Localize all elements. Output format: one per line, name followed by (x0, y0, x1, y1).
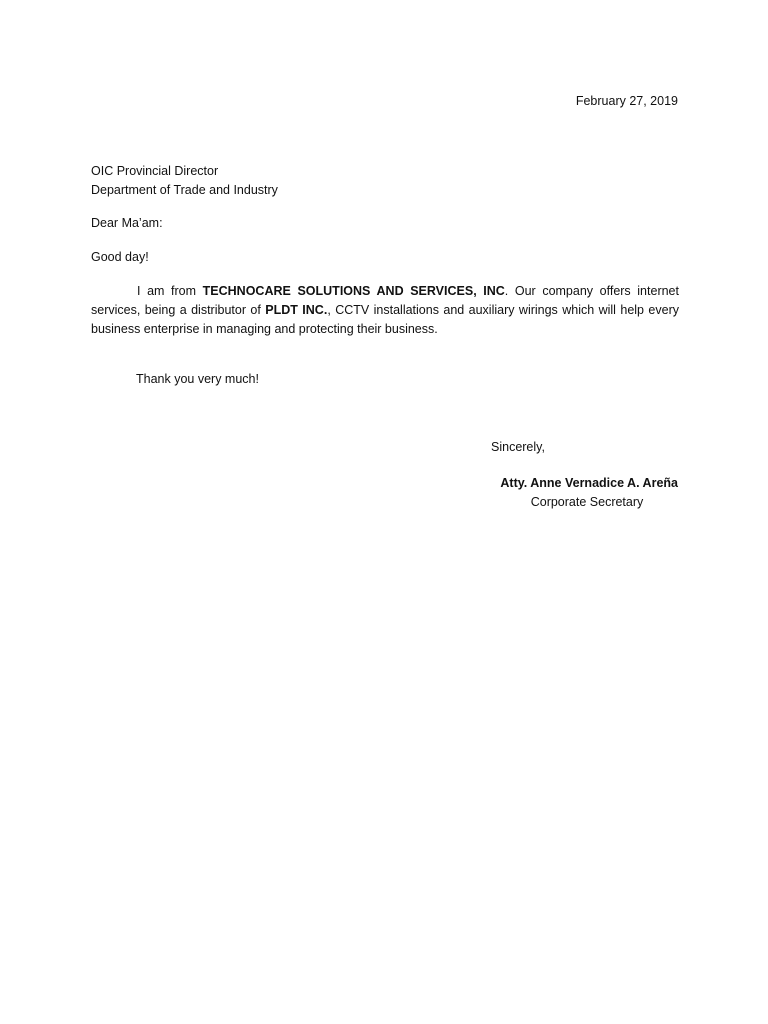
body-text-part1: I am from (137, 284, 203, 298)
signatory-name: Atty. Anne Vernadice A. Areña (500, 476, 678, 490)
recipient-title: OIC Provincial Director (91, 164, 219, 178)
body-paragraph (91, 282, 679, 339)
letter-date: February 27, 2019 (575, 94, 678, 108)
closing: Sincerely, (491, 440, 545, 454)
company-name: TECHNOCARE SOLUTIONS AND SERVICES, INC (202, 284, 505, 298)
distributor-name: PLDT INC. (265, 303, 328, 317)
thank-you-line: Thank you very much! (136, 372, 259, 386)
salutation: Dear Ma’am: (91, 216, 163, 230)
signature-block (478, 474, 678, 512)
signatory-title: Corporate Secretary (530, 494, 644, 509)
body-text-part2: . Our company offers internet services, being a distributor of (91, 284, 679, 317)
greeting: Good day! (91, 250, 149, 264)
body-text-part3: , CCTV installations and auxiliary wirings which will help every business enterprise in managing and protecting their business. (91, 303, 679, 336)
recipient-organization: Department of Trade and Industry (91, 182, 278, 197)
recipient-block (91, 162, 278, 200)
